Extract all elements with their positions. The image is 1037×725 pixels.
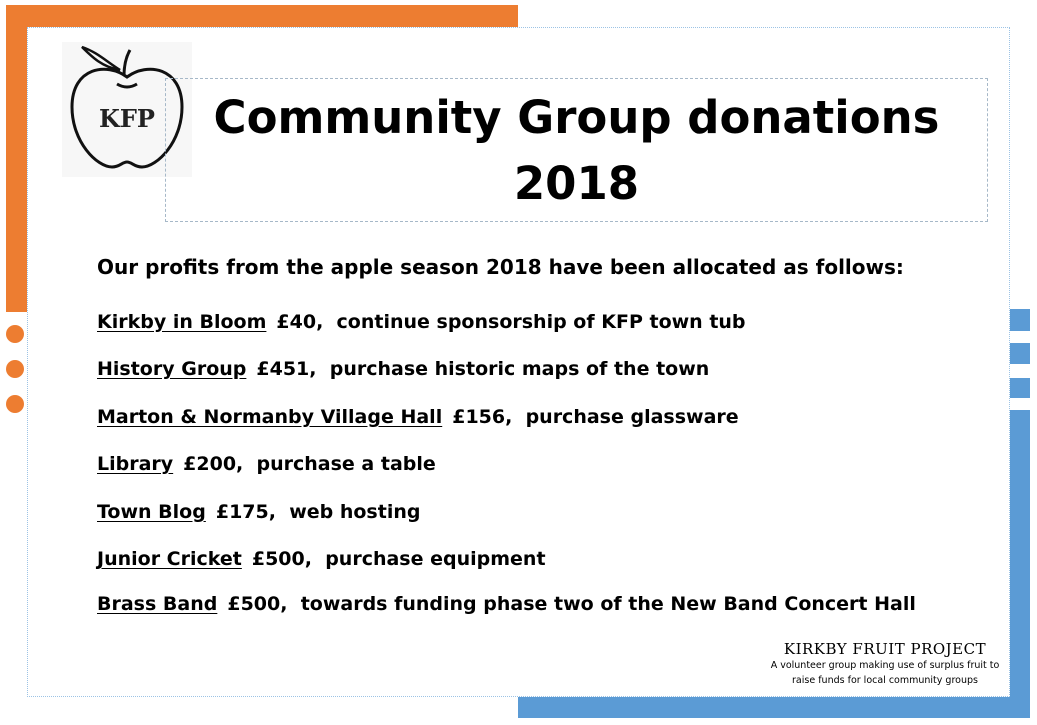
- donation-item: [97, 548, 546, 570]
- footer: [760, 640, 1010, 688]
- amount: £175,: [215, 501, 276, 523]
- blue-block: [1008, 343, 1030, 364]
- purpose: towards funding phase two of the New Band Concert Hall: [300, 593, 916, 615]
- org-name: Junior Cricket: [97, 548, 242, 570]
- donation-item: [97, 358, 709, 380]
- tagline: [760, 658, 1010, 688]
- page-title-year: 2018: [513, 157, 640, 210]
- blue-block: [1008, 309, 1030, 331]
- purpose: purchase a table: [256, 453, 436, 475]
- purpose: purchase glassware: [525, 406, 739, 428]
- page-title: Community Group donations: [213, 91, 940, 144]
- donation-item: [97, 501, 420, 523]
- orange-dot: [6, 360, 24, 378]
- orange-dot: [6, 395, 24, 413]
- organisation-name: KIRKBY FRUIT PROJECT: [783, 640, 987, 658]
- title-box: [165, 78, 988, 222]
- org-name: Library: [97, 453, 174, 475]
- amount: £40,: [276, 311, 324, 333]
- org-name: Kirkby in Bloom: [97, 311, 267, 333]
- amount: £500,: [251, 548, 312, 570]
- donation-item: [97, 311, 746, 333]
- org-name: Marton & Normanby Village Hall: [97, 406, 443, 428]
- purpose: purchase equipment: [325, 548, 546, 570]
- purpose: purchase historic maps of the town: [329, 358, 710, 380]
- orange-dot: [6, 325, 24, 343]
- amount: £156,: [452, 406, 513, 428]
- amount: £500,: [227, 593, 288, 615]
- svg-text:KFP: KFP: [99, 104, 155, 133]
- tagline-line: raise funds for local community groups: [792, 675, 978, 686]
- donation-item: [97, 593, 916, 615]
- donation-item: [97, 453, 436, 475]
- amount: £200,: [183, 453, 244, 475]
- org-name: History Group: [97, 358, 247, 380]
- blue-block: [1008, 378, 1030, 398]
- tagline-line: A volunteer group making use of surplus fruit to: [770, 660, 1000, 671]
- donation-item: [97, 406, 739, 428]
- purpose: continue sponsorship of KFP town tub: [336, 311, 746, 333]
- orange-left-bar: [6, 5, 28, 312]
- orange-top-bar: [6, 5, 518, 29]
- blue-right-bar: [1008, 410, 1030, 718]
- purpose: web hosting: [289, 501, 421, 523]
- amount: £451,: [256, 358, 317, 380]
- org-name: Brass Band: [97, 593, 218, 615]
- intro-text: Our profits from the apple season 2018 have been allocated as follows:: [97, 255, 904, 279]
- org-name: Town Blog: [97, 501, 206, 523]
- blue-bottom-bar: [518, 696, 1030, 718]
